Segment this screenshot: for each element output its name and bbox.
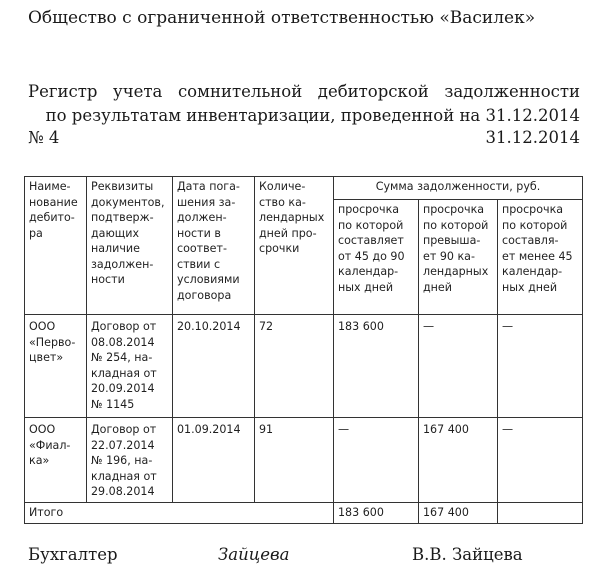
total-label: Итого — [25, 502, 334, 523]
cell-sum-over-90: 167 400 — [419, 418, 498, 503]
table-row — [25, 315, 583, 418]
total-sum-under-45 — [498, 502, 583, 523]
header-documents: Реквизиты документов, подтверж- дающих наличие задолжен- ности — [87, 177, 173, 315]
accountant-signature: Зайцева — [218, 545, 290, 564]
header-debt-amount-group: Сумма задолженности, руб. — [334, 177, 583, 200]
table-header-row — [25, 177, 583, 200]
cell-due-date: 01.09.2014 — [173, 418, 255, 503]
organization-name: Общество с ограниченной ответственностью «Василек» — [28, 8, 536, 28]
header-overdue-under-45: просрочка по которой составля- ет менее 45 календар- ных дней — [498, 200, 583, 315]
receivables-register-table — [24, 176, 583, 524]
table-row — [25, 418, 583, 503]
table-total-row — [25, 502, 583, 523]
cell-sum-45-90: — — [334, 418, 419, 503]
register-title-line1: Регистр учета сомнительной дебиторской задолженности — [28, 82, 580, 101]
accountant-name: В.В. Зайцева — [412, 545, 523, 564]
cell-due-date: 20.10.2014 — [173, 315, 255, 418]
cell-sum-over-90: — — [419, 315, 498, 418]
register-number: № 4 — [28, 128, 60, 147]
cell-sum-45-90: 183 600 — [334, 315, 419, 418]
header-overdue-over-90: просрочка по которой превыша- ет 90 ка- лендарных дней — [419, 200, 498, 315]
cell-documents: Договор от 08.08.2014 № 254, на- кладная от 20.09.2014 № 1145 — [87, 315, 173, 418]
cell-sum-under-45: — — [498, 315, 583, 418]
cell-overdue-days: 72 — [255, 315, 334, 418]
cell-debtor: ООО «Фиал- ка» — [25, 418, 87, 503]
header-overdue-days: Количе- ство ка- лендарных дней про- срочки — [255, 177, 334, 315]
cell-overdue-days: 91 — [255, 418, 334, 503]
header-debtor: Наиме- нование дебито- ра — [25, 177, 87, 315]
register-date: 31.12.2014 — [485, 128, 580, 147]
register-title-line2: по результатам инвентаризации, проведенной на 31.12.2014 — [45, 106, 580, 125]
total-sum-over-90: 167 400 — [419, 502, 498, 523]
accountant-role: Бухгалтер — [28, 545, 118, 564]
total-sum-45-90: 183 600 — [334, 502, 419, 523]
header-due-date: Дата пога- шения за- должен- ности в соответ- ствии с условиями договора — [173, 177, 255, 315]
cell-documents: Договор от 22.07.2014 № 196, на- кладная от 29.08.2014 — [87, 418, 173, 503]
cell-debtor: ООО «Перво- цвет» — [25, 315, 87, 418]
header-overdue-45-90: просрочка по которой составляет от 45 до 90 календар- ных дней — [334, 200, 419, 315]
cell-sum-under-45: — — [498, 418, 583, 503]
